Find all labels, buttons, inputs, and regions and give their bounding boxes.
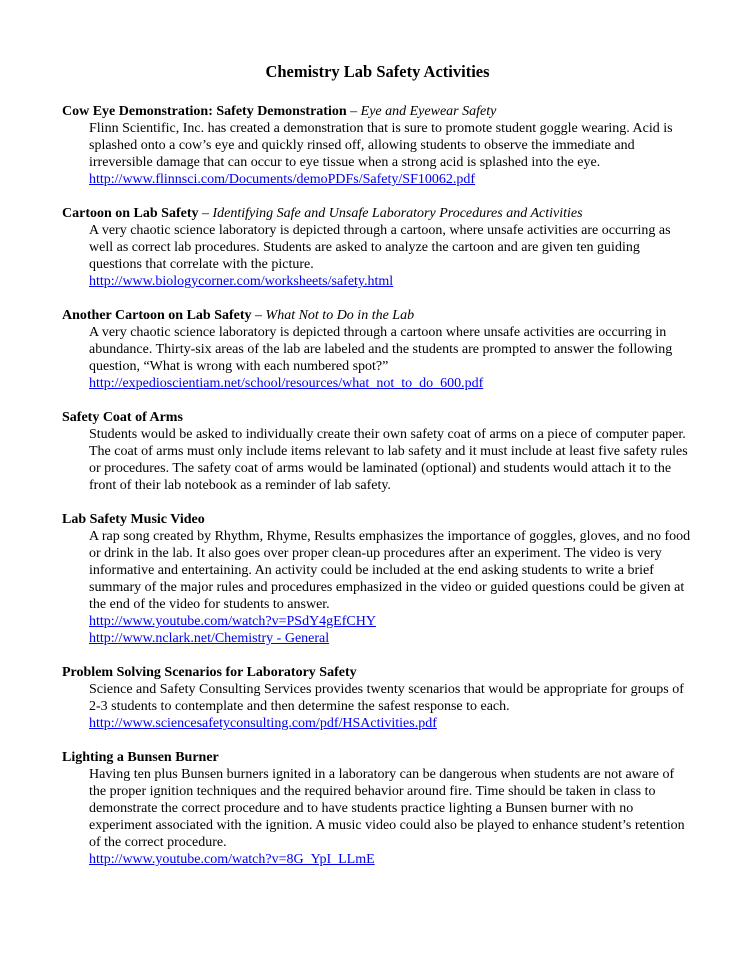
activity-header <box>62 205 693 222</box>
activity-list <box>62 103 693 868</box>
activity-section <box>62 103 693 188</box>
activity-description: Students would be asked to individually create their own safety coat of arms on a piece of computer paper. The coat of arms must only include items relevant to lab safety and it must include at least five safety rules or procedures. The safety coat of arms would be laminated (optional) and students would attach it to the front of their lab notebook as a reminder of lab safety. <box>89 427 688 493</box>
resource-link[interactable]: http://www.youtube.com/watch?v=PSdY4gEfCHY <box>89 614 376 629</box>
activity-header <box>62 511 693 528</box>
activity-body <box>89 528 693 647</box>
activity-section <box>62 205 693 290</box>
activity-separator: – <box>346 104 361 119</box>
activity-subtitle: What Not to Do in the Lab <box>265 308 415 323</box>
activity-name: Lab Safety Music Video <box>62 512 205 527</box>
activity-section <box>62 511 693 647</box>
activity-name: Safety Coat of Arms <box>62 410 183 425</box>
activity-header <box>62 409 693 426</box>
activity-body <box>89 222 693 290</box>
activity-section <box>62 664 693 732</box>
activity-body <box>89 324 693 392</box>
activity-name: Cow Eye Demonstration: Safety Demonstration <box>62 104 347 119</box>
activity-body <box>89 766 693 868</box>
activity-name: Another Cartoon on Lab Safety <box>62 308 252 323</box>
activity-section <box>62 749 693 868</box>
resource-link[interactable]: http://www.flinnsci.com/Documents/demoPDFs/Safety/SF10062.pdf <box>89 172 476 187</box>
resource-link[interactable]: http://www.nclark.net/Chemistry - General <box>89 631 330 646</box>
activity-subtitle: Eye and Eyewear Safety <box>360 104 497 119</box>
activity-description: Having ten plus Bunsen burners ignited in a laboratory can be dangerous when students are not aware of the proper ignition techniques and the required behavior around fire. Time should be taken in class to demonstrate the correct procedure and to have students practice lighting a Bunsen burner with no experiment associated with the ignition. A music video could also be played to enhance student’s retention of the correct procedure. <box>89 767 685 850</box>
activity-name: Problem Solving Scenarios for Laboratory Safety <box>62 665 357 680</box>
activity-body <box>89 681 693 732</box>
activity-header <box>62 749 693 766</box>
activity-header <box>62 307 693 324</box>
resource-link[interactable]: http://expedioscientiam.net/school/resources/what_not_to_do_600.pdf <box>89 376 484 391</box>
activity-separator: – <box>251 308 266 323</box>
activity-description: Science and Safety Consulting Services provides twenty scenarios that would be appropriate for groups of 2-3 students to contemplate and then determine the safest response to each. <box>89 682 684 714</box>
resource-link[interactable]: http://www.sciencesafetyconsulting.com/pdf/HSActivities.pdf <box>89 716 437 731</box>
page-title: Chemistry Lab Safety Activities <box>265 62 490 81</box>
activity-body <box>89 120 693 188</box>
activity-header <box>62 103 693 120</box>
activity-body <box>89 426 693 494</box>
activity-subtitle: Identifying Safe and Unsafe Laboratory Procedures and Activities <box>212 206 583 221</box>
activity-description: A rap song created by Rhythm, Rhyme, Results emphasizes the importance of goggles, gloves, and no food or drink in the lab. It also goes over proper clean-up procedures after an experiment. The video is very informative and entertaining. An activity could be included at the end asking students to write a brief summary of the major rules and procedures emphasized in the video or guided questions could be given at the end of the video for students to answer. <box>89 529 691 612</box>
activity-description: Flinn Scientific, Inc. has created a demonstration that is sure to promote student goggle wearing. Acid is splashed onto a cow’s eye and quickly rinsed off, allowing students to observe the immediate and irreversible damage that can occur to eye tissue when a strong acid is splashed into the eye. <box>89 121 673 170</box>
activity-name: Cartoon on Lab Safety <box>62 206 199 221</box>
activity-header <box>62 664 693 681</box>
activity-description: A very chaotic science laboratory is depicted through a cartoon where unsafe activities are occurring in abundance. Thirty-six areas of the lab are labeled and the students are prompted to answer the following question, “What is wrong with each numbered spot?” <box>89 325 673 374</box>
activity-section <box>62 409 693 494</box>
activity-separator: – <box>198 206 213 221</box>
resource-link[interactable]: http://www.youtube.com/watch?v=8G_YpI_LLmE <box>89 852 375 867</box>
activity-section <box>62 307 693 392</box>
activity-name: Lighting a Bunsen Burner <box>62 750 219 765</box>
resource-link[interactable]: http://www.biologycorner.com/worksheets/safety.html <box>89 274 394 289</box>
activity-description: A very chaotic science laboratory is depicted through a cartoon, where unsafe activities are occurring as well as correct lab procedures. Students are asked to analyze the cartoon and are given ten guiding questions that correlate with the picture. <box>89 223 671 272</box>
